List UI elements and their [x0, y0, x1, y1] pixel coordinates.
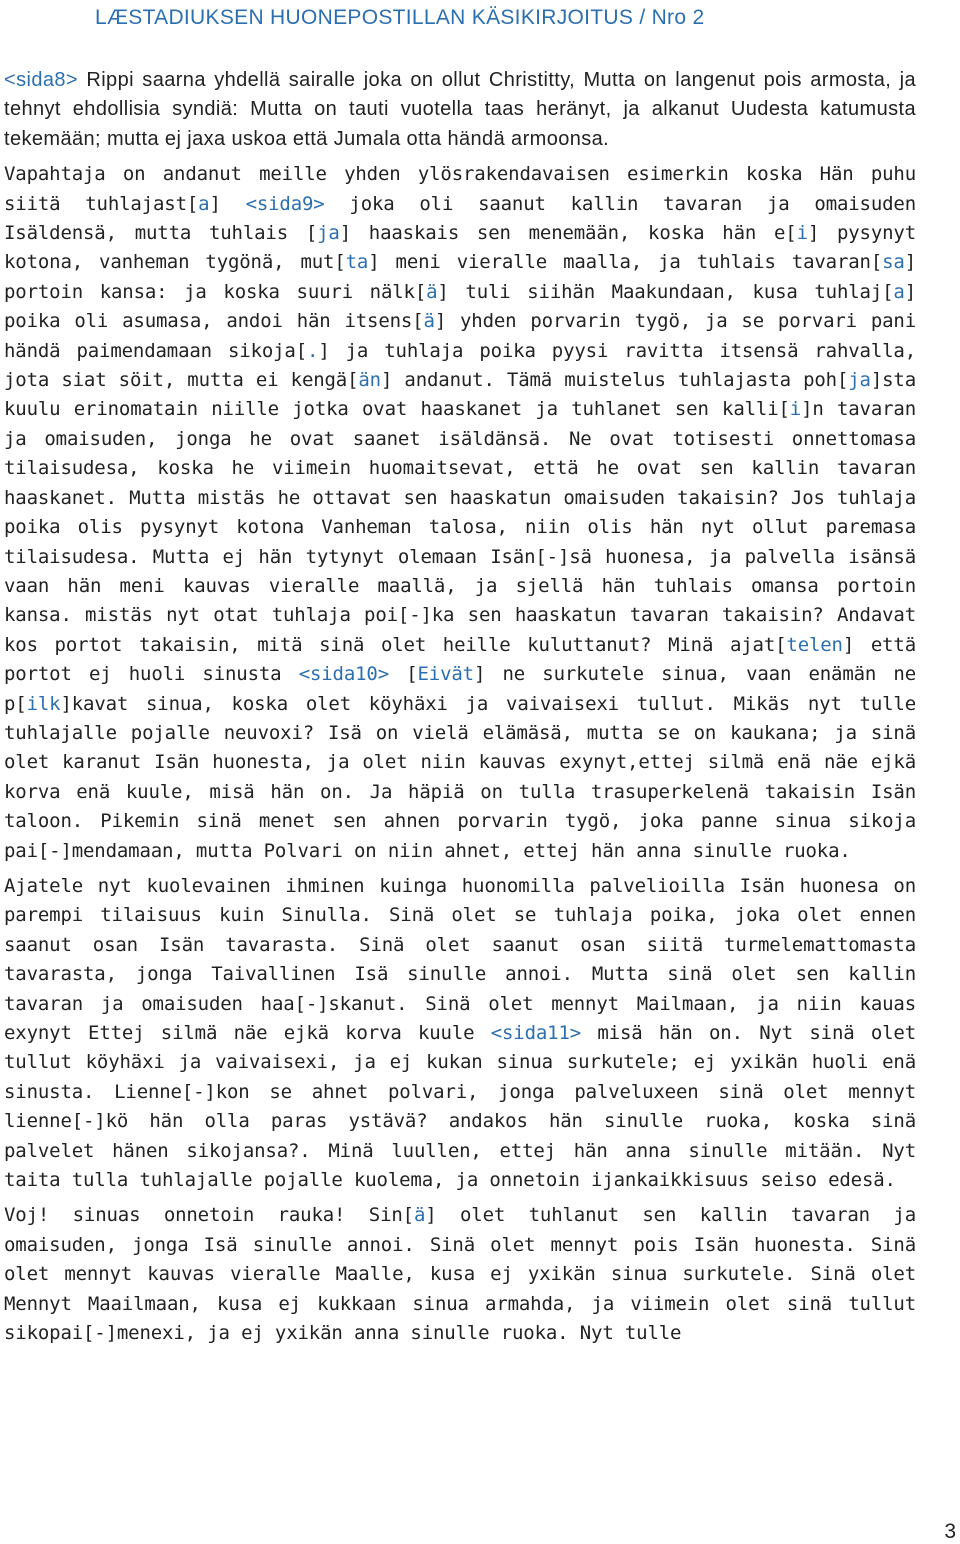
text-segment: ]n tavaran ja omaisuden, jonga he ovat saanet isäldänsä. Ne ovat totisesti onnettomasa tilaisudesa, koska he viimein huomaitsevat, että he ovat sen kallin tavaran haaskanet. Mutta mistäs he ottavat sen haaskatun omaisuden takaisin? Jos tuhlaja poika olis pysynyt kotona Vanheman talosa, niin olis hän nyt ollut paremasa tilaisudesa. Mutta ej hän tytynyt olemaan Isän[-]sä huonesa, ja palvella isänsä vaan hän meni kauvas vieralle maallä, ja sjellä hän tuhlais omansa portoin kansa. mistäs nyt otat tuhlaja poi[-]ka sen haaskatun tavaran takaisin? Andavat kos portot takaisin, mitä sinä olet heille kuluttanut? Minä ajat[ [4, 398, 916, 656]
page-marker: <sida10> [298, 663, 389, 686]
editorial-insertion: sa [882, 251, 905, 274]
text-segment: ]sta kuulu erinomatain niille jotka ovat haaskanet ja tuhlanet sen kalli[ [4, 369, 916, 421]
text-segment: ] portoin kansa: ja koska suuri nälk[ [4, 251, 916, 303]
editorial-insertion: a [893, 280, 905, 303]
text-segment: ] ne surkutele sinua, vaan enämän ne p[ [4, 663, 916, 715]
text-segment: ] ja tuhlaja poika pyysi ravitta itsensä rahvalla, jota siat söit, mutta ei kengä[ [4, 339, 916, 392]
paragraph [4, 66, 916, 154]
text-segment: ] että portot ej huoli sinusta [4, 633, 916, 686]
editorial-insertion: i [796, 222, 808, 245]
editorial-insertion: i [789, 398, 802, 421]
text-segment: Voj! sinuas onnetoin rauka! Sin[ [4, 1204, 414, 1227]
editorial-insertion: ja [317, 222, 340, 245]
editorial-insertion: ä [423, 310, 435, 333]
editorial-insertion: a [198, 192, 210, 215]
editorial-insertion: ilk [26, 692, 61, 715]
text-segment: ] pysynyt kotona, vanheman tygönä, mut[ [4, 222, 916, 274]
paragraph [4, 160, 916, 866]
page-marker: <sida11> [490, 1022, 582, 1044]
editorial-insertion: ä [426, 280, 438, 303]
editorial-insertion: ta [345, 251, 369, 274]
text-segment: ] tuli siihän Maakundaan, kusa tuhlaj[ [437, 280, 894, 303]
text-segment: [ [389, 663, 418, 686]
editorial-insertion: än [358, 369, 381, 392]
text-segment: Ajatele nyt kuolevainen ihminen kuinga huonomilla palvelioilla Isän huonesa on parempi tilaisuus kuin Sinulla. Sinä olet se tuhlaja poika, joka olet ennen saanut osan Isän tavarasta. Sinä olet saanut osan siitä turmelemattomasta tavarasta, jonga Taivallinen Isä sinulle annoi. Mutta sinä olet sen kallin tavaran ja omaisuden haa[-]skanut. Sinä olet mennyt Mailmaan, ja niin kauas exynyt Ettej silmä näe ejkä korva kuule [4, 874, 916, 1044]
text-segment: ] yhden porvarin tygö, ja se porvari pani händä paimendamaan sikoja[ [4, 310, 916, 362]
text-segment: ] haaskais sen menemään, koska hän e[ [339, 222, 797, 245]
paragraph [4, 872, 916, 1195]
text-segment: misä hän on. Nyt sinä olet tullut köyhäxi ja vaivaisexi, ja ej kukan sinua surkutele; ej yxikän huoli enä sinusta. Lienne[-]kon se ahnet polvari, jonga palveluxeen sinä olet mennyt lienne[-]kö hän olla paras ystävä? andakos hän sinulle ruoka, koska sinä palvelet hänen sikojansa?. Minä luullen, ettej hän anna sinulle mitään. Nyt taita tulla tuhlajalle pojalle kuolema, ja onnetoin ijankaikkisuus seiso edesä. [4, 1022, 916, 1192]
page-marker: <sida9> [245, 192, 325, 215]
text-segment: ] andanut. Tämä muistelus tuhlajasta poh[ [380, 369, 849, 392]
editorial-insertion: Eivät [417, 663, 474, 686]
page-header-title: LÆSTADIUKSEN HUONEPOSTILLAN KÄSIKIRJOITUS / Nro 2 [95, 6, 705, 29]
document-body [4, 66, 916, 1354]
text-segment: ]kavat sinua, koska olet köyhäxi ja vaivaisexi tullut. Mikäs nyt tulle tuhlajalle pojalle neuvoxi? Isä on vielä elämäsä, mutta se on kaukana; ja sinä olet karanut Isän huonesta, ja olet niin kauvas exynyt,ettej silmä enä näe ejkä korva enä kuule, misä hän on. Ja häpiä on tulla trasuperkelenä takaisin Isän taloon. Pikemin sinä menet sen ahnen porvarin tygö, joka panne sinua sikoja pai[-]mendamaan, mutta Polvari on niin ahnet, ettej hän anna sinulle ruoka. [4, 692, 916, 862]
text-segment: ] poika oli asumasa, andoi hän itsens[ [4, 280, 916, 333]
text-segment: Vapahtaja on andanut meille yhden ylösrakendavaisen esimerkin koska Hän puhu siitä tuhlajast[ [4, 163, 916, 215]
editorial-insertion: ja [848, 369, 871, 392]
text-segment: Rippi saarna yhdellä sairalle joka on ollut Christitty, Mutta on langenut pois armosta, ja tehnyt ehdollisia syndiä: Mutta on tauti vuotella taas heränyt, ja alkanut Uudesta katumusta tekemään; mutta ej jaxa uskoa että Jumala otta händä armoonsa. [4, 69, 916, 150]
text-segment: ] [209, 192, 246, 215]
page-number: 3 [944, 1520, 956, 1543]
editorial-insertion: telen [786, 633, 843, 656]
editorial-insertion: . [307, 339, 319, 362]
text-segment: joka oli saanut kallin tavaran ja omaisuden Isäldensä, mutta tuhlais [ [4, 192, 917, 245]
text-segment: ] meni vieralle maalla, ja tuhlais tavaran[ [368, 251, 883, 274]
page-marker: <sida8> [4, 69, 78, 91]
editorial-insertion: ä [413, 1204, 426, 1227]
text-segment: ] olet tuhlanut sen kallin tavaran ja omaisuden, jonga Isä sinulle annoi. Sinä olet mennyt pois Isän huonesta. Sinä olet mennyt kauvas vieralle Maalle, kusa ej yxikän sinua surkutele. Sinä olet Mennyt Maailmaan, kusa ej kukkaan sinua armahda, ja viimein olet sinä tullut sikopai[-]menexi, ja ej yxikän anna sinulle ruoka. Nyt tulle [4, 1204, 916, 1345]
paragraph [4, 1201, 916, 1348]
